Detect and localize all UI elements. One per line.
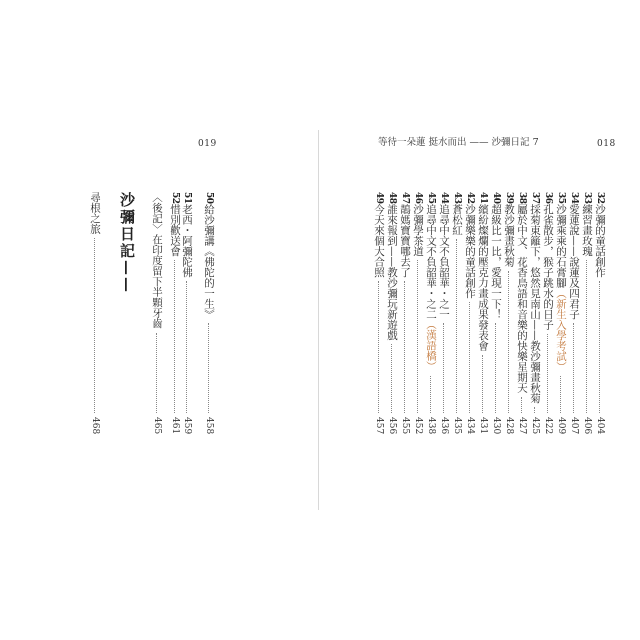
entry-title: 沙彌的童話創作	[594, 203, 606, 278]
entry-title: 孔雀散步，猴子跳水的日子	[542, 203, 554, 330]
dot-leader	[94, 238, 95, 413]
toc-entry-33[interactable]	[580, 192, 593, 434]
entry-number: 48	[387, 192, 397, 204]
entry-number: 32	[595, 192, 605, 204]
toc-entry-46[interactable]	[411, 192, 424, 434]
dot-leader	[508, 271, 509, 413]
entry-page: 468	[90, 416, 100, 434]
entry-number: 35	[556, 192, 566, 204]
entry-page: 427	[517, 416, 527, 434]
entry-page: 409	[556, 416, 566, 434]
entry-title: 練習畫玫瑰	[581, 203, 593, 257]
entry-number: 49	[374, 192, 384, 204]
entry-title: 今天來個大合照	[373, 203, 385, 278]
entry-title: 沙彌學茶道	[412, 203, 424, 257]
entry-number: 34	[569, 192, 579, 204]
toc-entry-37[interactable]	[528, 192, 541, 434]
entry-page: 404	[595, 416, 605, 434]
entry-title: 繽紛燦爛的壓克力畫成果發表會	[477, 203, 489, 351]
entry-page: 431	[478, 416, 488, 434]
entry-page: 407	[569, 416, 579, 434]
toc-entry-39[interactable]	[502, 192, 515, 434]
entry-number: 51	[182, 192, 192, 204]
entry-number: 50	[204, 192, 214, 204]
dot-leader	[586, 260, 587, 413]
right-page-number: 018	[597, 139, 616, 149]
entry-title: 尋根之旅	[89, 192, 101, 234]
entry-number: 39	[504, 192, 514, 204]
dot-leader	[404, 281, 405, 413]
toc-entry-41[interactable]	[476, 192, 489, 434]
toc-entry-43[interactable]	[450, 192, 463, 434]
entry-title: 沙彌樂樂的童話創作	[464, 203, 476, 299]
entry-number: 33	[582, 192, 592, 204]
entry-title: 鵲媽寶寶哪去了	[399, 203, 411, 278]
entry-title: 誰來報到——教沙彌玩新遊戲	[386, 203, 398, 341]
toc-entry-49[interactable]	[372, 192, 385, 434]
toc-entry-48[interactable]	[385, 192, 398, 434]
toc-entry-44[interactable]	[437, 192, 450, 434]
entry-page: 438	[426, 416, 436, 434]
toc-entry-35[interactable]	[554, 192, 567, 434]
dot-leader	[391, 344, 392, 413]
entry-number: 36	[543, 192, 553, 204]
entry-number: 46	[413, 192, 423, 204]
entry-page: 465	[152, 416, 162, 434]
entry-page: 436	[439, 416, 449, 434]
entry-title-highlight: （新生入學考試）	[555, 287, 567, 372]
dot-leader	[547, 334, 548, 413]
dot-leader	[443, 323, 444, 413]
entry-page: 430	[491, 416, 501, 434]
entry-number: 47	[400, 192, 410, 204]
book-spine	[318, 130, 319, 510]
dot-leader	[495, 323, 496, 413]
entry-number: 42	[465, 192, 475, 204]
entry-page: 428	[504, 416, 514, 434]
entry-page: 456	[387, 416, 397, 434]
dot-leader	[599, 281, 600, 413]
entry-title: 沙彌乘乘的石膏腳	[555, 203, 567, 288]
entry-page: 455	[400, 416, 410, 434]
left-page-number: 019	[198, 139, 217, 149]
toc-entry-38[interactable]	[515, 192, 528, 434]
entry-number: 41	[478, 192, 488, 204]
entry-page: 452	[413, 416, 423, 434]
entry-number: 45	[426, 192, 436, 204]
dot-leader	[521, 397, 522, 413]
entry-number: 43	[452, 192, 462, 204]
toc-entry-47[interactable]	[398, 192, 411, 434]
toc-entry-50[interactable]	[202, 192, 215, 434]
toc-entry-40[interactable]	[489, 192, 502, 434]
dot-leader	[174, 260, 175, 413]
entry-title: 追尋中文不負韶華・之二	[425, 203, 437, 320]
toc-entry-42[interactable]	[463, 192, 476, 434]
toc-entry-postscript[interactable]	[150, 192, 163, 434]
toc-entry-52[interactable]	[168, 192, 181, 434]
entry-number: 40	[491, 192, 501, 204]
dot-leader	[482, 355, 483, 413]
entry-title: 愛蓮說——說蓮及四君子	[568, 203, 580, 320]
dot-leader	[469, 302, 470, 413]
dot-leader	[573, 323, 574, 413]
dot-leader	[156, 333, 157, 413]
entry-title: 〈後記〉在印度留下半顆牙齒	[151, 192, 163, 329]
entry-page: 459	[182, 416, 192, 434]
entry-number: 44	[439, 192, 449, 204]
entry-page: 458	[204, 416, 214, 434]
toc-entry-36[interactable]	[541, 192, 554, 434]
right-page	[320, 0, 640, 640]
toc-entry-32[interactable]	[593, 192, 606, 434]
toc-entry-51[interactable]	[180, 192, 193, 434]
dot-leader	[186, 281, 187, 413]
running-header: 等待一朵蓮 挺水而出 —— 沙彌日記 7	[378, 137, 539, 148]
entry-title: 採菊東籬下，悠然見南山——教沙彌畫秋菊	[529, 203, 541, 404]
entry-number: 37	[530, 192, 540, 204]
entry-number: 52	[170, 192, 180, 204]
dot-leader	[534, 407, 535, 413]
toc-entry-34[interactable]	[567, 192, 580, 434]
entry-page: 457	[374, 416, 384, 434]
entry-title: 屬於中文、花香鳥語和音樂的快樂星期天	[516, 203, 528, 393]
entry-title: 教沙彌畫秋菊	[503, 203, 515, 267]
entry-title-highlight: （漢語橋）	[425, 319, 437, 372]
section-title: 沙彌日記——	[118, 192, 136, 294]
entry-number: 38	[517, 192, 527, 204]
dot-leader	[378, 281, 379, 413]
dot-leader	[417, 260, 418, 413]
entry-title: 惜別歡送會	[169, 203, 181, 257]
entry-title: 追尋中文不負韶華・之一	[438, 203, 450, 320]
entry-page: 406	[582, 416, 592, 434]
dot-leader	[456, 239, 457, 413]
entry-page: 434	[465, 416, 475, 434]
entry-title: 超級比一比，愛現一下！	[490, 203, 502, 320]
entry-page: 435	[452, 416, 462, 434]
entry-page: 425	[530, 416, 540, 434]
toc-entry-roots[interactable]	[88, 192, 101, 434]
entry-page: 422	[543, 416, 553, 434]
entry-title: 老西・阿彌陀佛	[181, 203, 193, 278]
entry-page: 461	[170, 416, 180, 434]
entry-title: 蒼松紅	[451, 203, 463, 236]
entry-title: 給沙彌講《佛陀的一生》	[203, 203, 215, 320]
dot-leader	[208, 323, 209, 413]
toc-entry-45[interactable]	[424, 192, 437, 434]
dot-leader	[560, 376, 561, 413]
dot-leader	[430, 376, 431, 413]
